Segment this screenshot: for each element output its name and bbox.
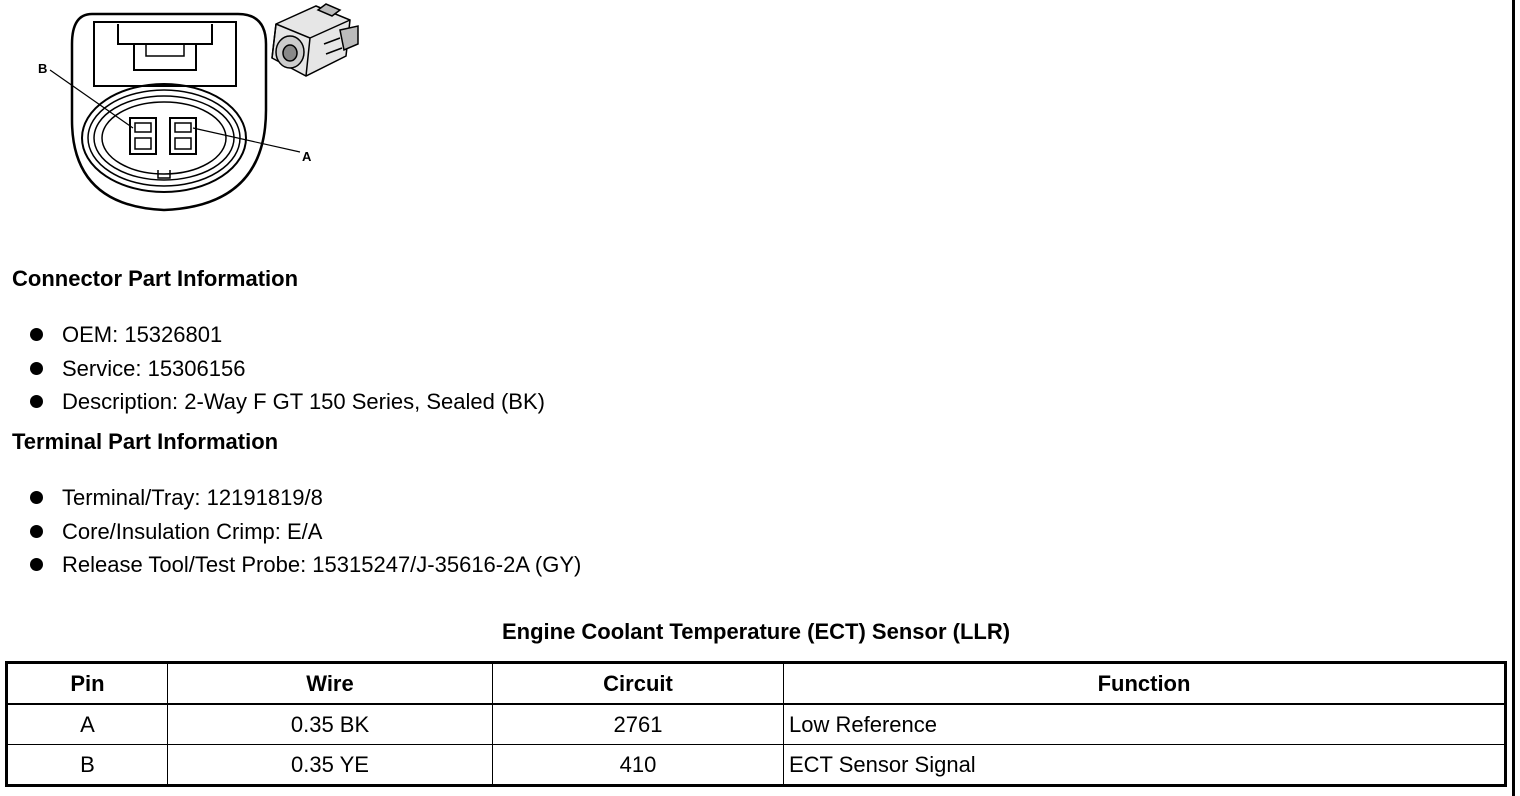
column-header-wire: Wire: [168, 663, 493, 705]
bullet-icon: [30, 395, 43, 408]
pin-table: [5, 661, 1507, 787]
connector-part-info-heading: Connector Part Information: [12, 266, 299, 291]
callout-b-label: B: [38, 61, 48, 76]
cell-pin: B: [7, 745, 168, 786]
terminal-part-info-heading: Terminal Part Information: [12, 429, 279, 454]
bullet-icon: [30, 558, 43, 571]
list-item-text: Service: 15306156: [62, 355, 246, 381]
bullet-icon: [30, 362, 43, 375]
pin-table-title: Engine Coolant Temperature (ECT) Sensor (LLR): [501, 619, 1011, 644]
column-header-function: Function: [784, 663, 1506, 705]
cell-function: Low Reference: [784, 704, 1506, 745]
page-border-rule: [1512, 0, 1515, 796]
cell-wire: 0.35 YE: [168, 745, 493, 786]
bullet-icon: [30, 525, 43, 538]
column-header-pin: Pin: [7, 663, 168, 705]
bullet-icon: [30, 328, 43, 341]
list-item: [28, 484, 581, 518]
connector-3d-icon: [272, 4, 358, 76]
cell-function: ECT Sensor Signal: [784, 745, 1506, 786]
cell-circuit: 410: [493, 745, 784, 786]
list-item-text: Terminal/Tray: 12191819/8: [62, 485, 323, 510]
list-item-text: Core/Insulation Crimp: E/A: [62, 518, 323, 544]
connector-part-info-list: [28, 321, 545, 422]
list-item-text: OEM: 15326801: [62, 322, 223, 347]
table-header-row: [7, 663, 1506, 705]
list-item: [28, 321, 545, 355]
cell-wire: 0.35 BK: [168, 704, 493, 745]
cell-pin: A: [7, 704, 168, 745]
list-item-text: Release Tool/Test Probe: 15315247/J-35616-2A (GY): [62, 552, 582, 577]
callout-a-label: A: [302, 149, 312, 164]
lock-tab: [94, 22, 236, 86]
table-row: [7, 745, 1506, 786]
list-item: [28, 518, 581, 552]
list-item: [28, 355, 545, 389]
table-row: [7, 704, 1506, 745]
connector-diagram: [30, 0, 370, 216]
cell-circuit: 2761: [493, 704, 784, 745]
seal-ring-outer: [82, 84, 246, 192]
column-header-circuit: Circuit: [493, 663, 784, 705]
bullet-icon: [30, 491, 43, 504]
seal-ring-middle: [88, 90, 240, 186]
list-item-text: Description: 2-Way F GT 150 Series, Sealed (BK): [62, 389, 545, 414]
list-item: [28, 388, 545, 422]
callout-a-leader: [193, 128, 300, 152]
terminal-part-info-list: [28, 484, 581, 585]
list-item: [28, 551, 581, 585]
seal-ring-inner: [94, 96, 234, 180]
